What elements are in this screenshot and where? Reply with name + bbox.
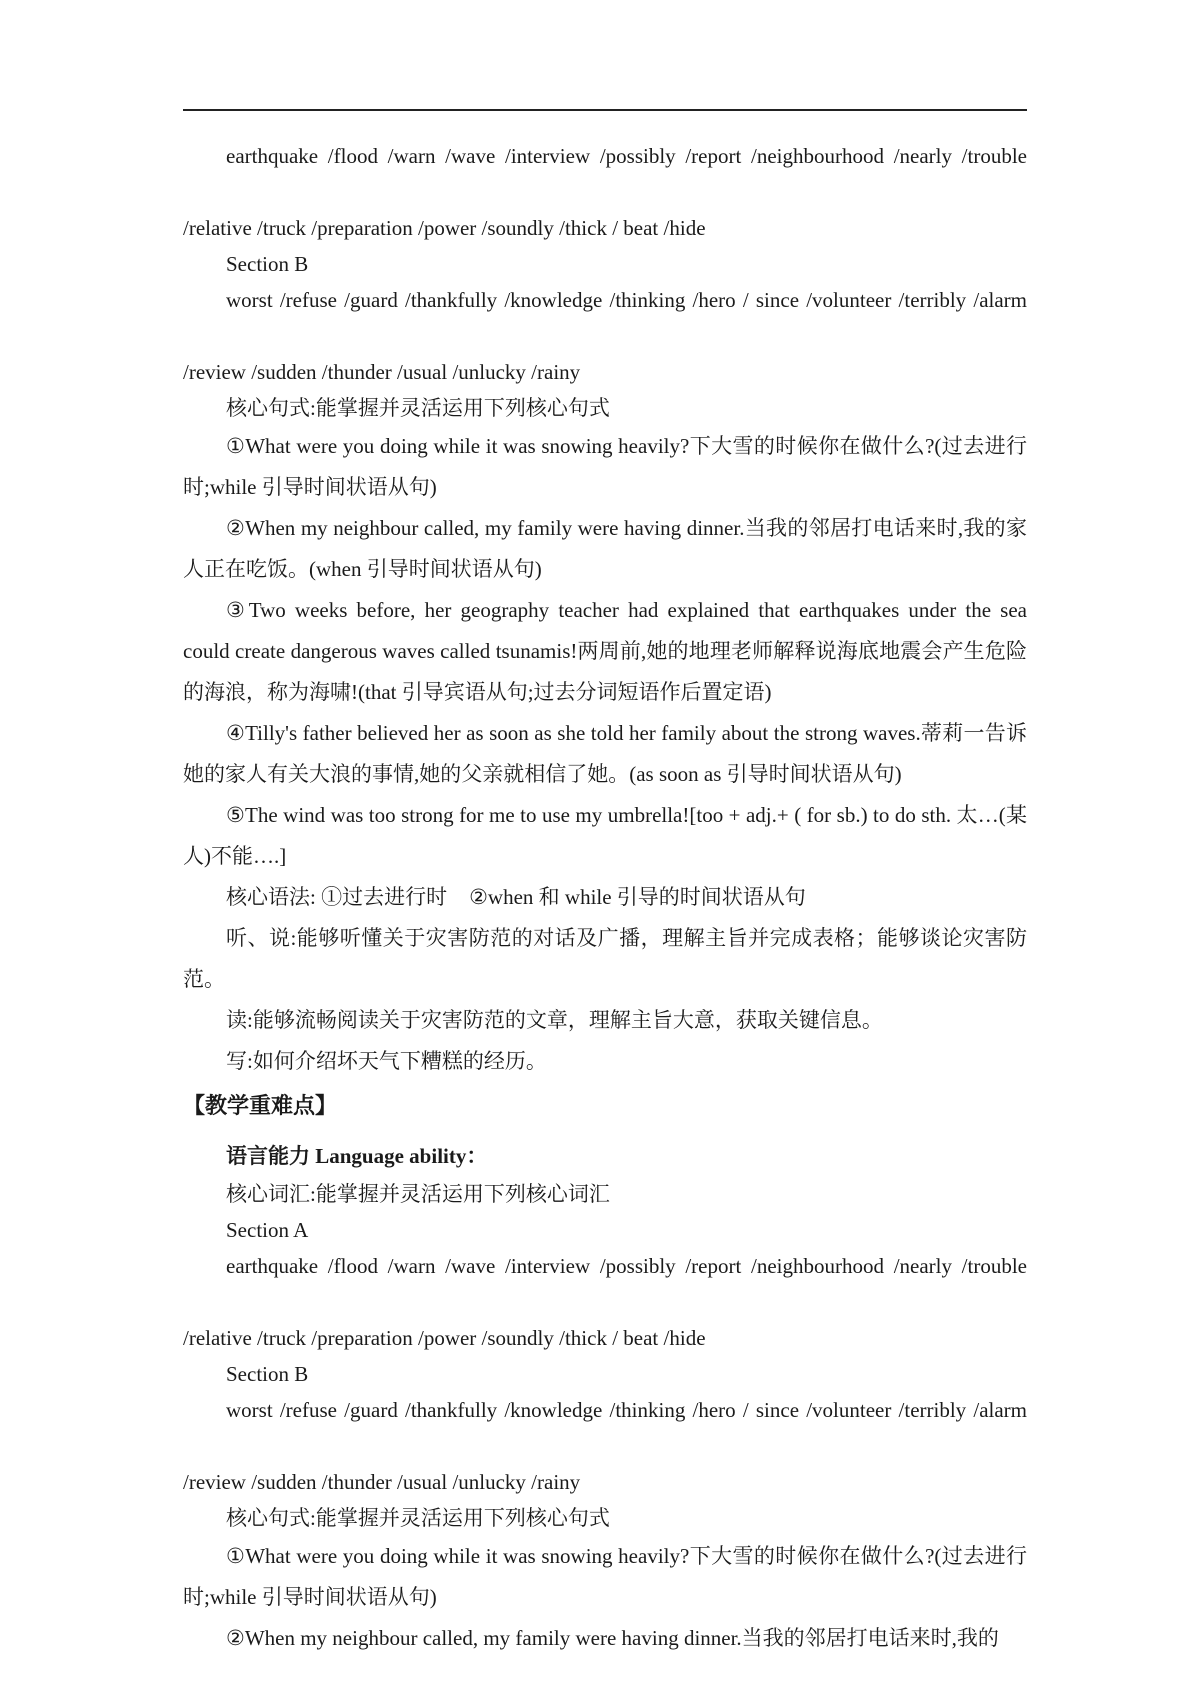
vocab-b-line-1: worst /refuse /guard /thankfully /knowledge /thinking /hero / since /volunteer /terribly /alarm [226,288,1027,312]
core-vocab-title: 核心词汇:能掌握并灵活运用下列核心词汇 [226,1182,610,1206]
core-sentence-5: ⑤The wind was too strong for me to use my umbrella![too + adj.+ ( for sb.) to do sth. 太…(某人)不能….] [183,803,1027,868]
section-a-label: Section A [226,1218,309,1242]
section-b-label-repeat: Section B [226,1362,309,1386]
core-grammar-item-1: 核心语法: ①过去进行时 [226,885,448,909]
core-grammar-item-2: ②when 和 while 引导的时间状语从句 [469,885,806,909]
core-sentence-4: ④Tilly's father believed her as soon as she told her family about the strong waves.蒂莉一告诉她的家人有关大浪的事情,她的父亲就相信了她。(as soon as 引导时间状语从句) [183,721,1027,786]
writing-goal: 写:如何介绍坏天气下糟糕的经历。 [226,1049,547,1073]
core-sentences-title: 核心句式:能掌握并灵活运用下列核心句式 [226,396,610,420]
vocab-a-line-1-repeat: earthquake /flood /warn /wave /interview /possibly /report /neighbourhood /nearly /trouble [226,1254,1027,1278]
header-rule [183,109,1027,111]
vocab-a-line-1: earthquake /flood /warn /wave /interview /possibly /report /neighbourhood /nearly /trouble [226,144,1027,168]
document-body [183,138,1027,1659]
core-sentence-2-repeat: ②When my neighbour called, my family were having dinner.当我的邻居打电话来时,我的 [226,1626,999,1650]
language-ability-title: 语言能力 Language ability： [226,1144,488,1168]
core-sentences-title-repeat: 核心句式:能掌握并灵活运用下列核心句式 [226,1506,610,1530]
section-b-label: Section B [226,252,309,276]
core-sentence-1: ①What were you doing while it was snowing heavily?下大雪的时候你在做什么?(过去进行时;while 引导时间状语从句) [183,434,1027,499]
core-grammar [183,877,1027,918]
vocab-b-line-1-repeat: worst /refuse /guard /thankfully /knowledge /thinking /hero / since /volunteer /terribly /alarm [226,1398,1027,1422]
core-sentence-1-repeat: ①What were you doing while it was snowing heavily?下大雪的时候你在做什么?(过去进行时;while 引导时间状语从句) [183,1544,1027,1609]
key-points-heading: 【教学重难点】 [183,1094,338,1119]
vocab-a-line-2-repeat: /relative /truck /preparation /power /soundly /thick / beat /hide [183,1326,706,1350]
reading-goal: 读:能够流畅阅读关于灾害防范的文章，理解主旨大意，获取关键信息。 [226,1008,883,1032]
core-sentence-2: ②When my neighbour called, my family were having dinner.当我的邻居打电话来时,我的家人正在吃饭。(when 引导时间状语从句) [183,516,1027,581]
core-sentence-3: ③Two weeks before, her geography teacher had explained that earthquakes under the sea could create dangerous waves called tsunamis!两周前,她的地理老师解释说海底地震会产生危险的海浪，称为海啸!(that 引导宾语从句;过去分词短语作后置定语) [183,598,1027,704]
vocab-b-line-2: /review /sudden /thunder /usual /unlucky /rainy [183,360,581,384]
vocab-a-line-2: /relative /truck /preparation /power /soundly /thick / beat /hide [183,216,706,240]
vocab-b-line-2-repeat: /review /sudden /thunder /usual /unlucky /rainy [183,1470,581,1494]
listening-speaking-goal: 听、说:能够听懂关于灾害防范的对话及广播，理解主旨并完成表格；能够谈论灾害防范。 [183,926,1027,991]
